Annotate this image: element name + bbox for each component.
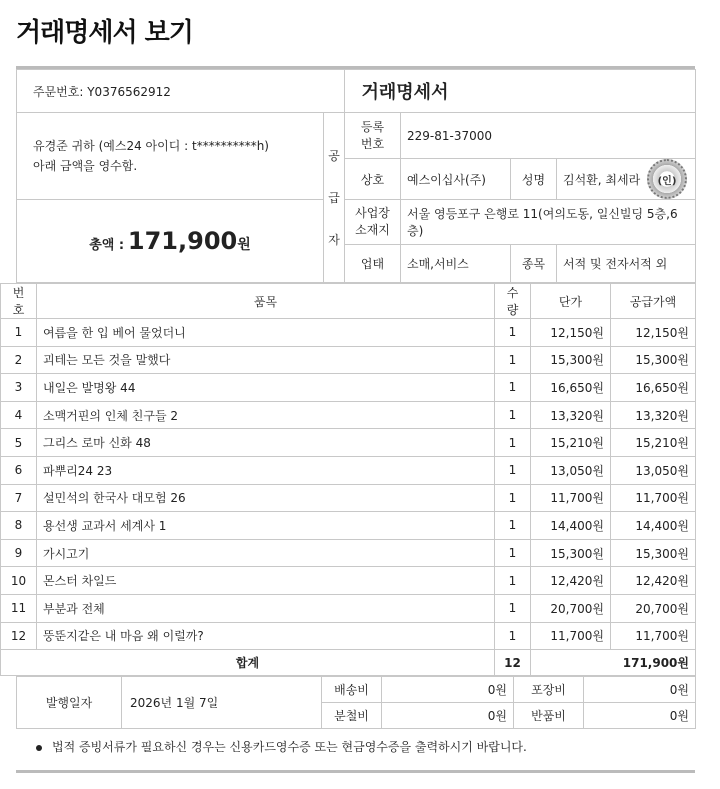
reg-number-label: 등록 번호 xyxy=(345,113,401,159)
bottom-divider xyxy=(16,770,695,773)
item-row xyxy=(1,567,696,595)
item-no: 11 xyxy=(1,594,37,622)
business-type-value: 소매,서비스 xyxy=(401,245,511,283)
item-name: 가시고기 xyxy=(37,539,495,567)
item-no: 1 xyxy=(1,319,37,347)
item-qty: 1 xyxy=(495,622,531,650)
item-no: 3 xyxy=(1,374,37,402)
page-title: 거래명세서 보기 xyxy=(16,18,193,48)
supplier-side-label: 공 급 자 xyxy=(324,113,345,283)
total-amount: 총액 : 171,900원 xyxy=(17,200,324,283)
item-qty: 1 xyxy=(495,374,531,402)
item-no: 12 xyxy=(1,622,37,650)
col-header-name: 품목 xyxy=(37,284,495,319)
company-name-value: 예스이십사(주) xyxy=(401,159,511,200)
business-type-label: 업태 xyxy=(345,245,401,283)
item-no: 10 xyxy=(1,567,37,595)
item-price: 11,700원 xyxy=(531,484,611,512)
summary-label: 합계 xyxy=(1,650,495,676)
item-row xyxy=(1,346,696,374)
item-name: 괴테는 모든 것을 말했다 xyxy=(37,346,495,374)
item-price: 14,400원 xyxy=(531,512,611,540)
item-row xyxy=(1,512,696,540)
item-row xyxy=(1,374,696,402)
item-amount: 14,400원 xyxy=(611,512,696,540)
customer-name: 유경준 귀하 (예스24 아이디 : t**********h) xyxy=(33,139,269,153)
receipt-note: 아래 금액을 영수함. xyxy=(33,159,138,173)
item-amount: 12,420원 xyxy=(611,567,696,595)
representative-value: 김석환, 최세라 xyxy=(563,172,641,187)
representative-label: 성명 xyxy=(511,159,557,200)
item-price: 12,150원 xyxy=(531,319,611,347)
item-name: 내일은 발명왕 44 xyxy=(37,374,495,402)
summary-row xyxy=(1,650,696,676)
company-name-label: 상호 xyxy=(345,159,401,200)
item-amount: 15,210원 xyxy=(611,429,696,457)
item-amount: 12,150원 xyxy=(611,319,696,347)
shipping-fee-value: 0원 xyxy=(382,677,514,703)
item-price: 15,300원 xyxy=(531,346,611,374)
item-no: 7 xyxy=(1,484,37,512)
item-name: 소맥거핀의 인체 친구들 2 xyxy=(37,401,495,429)
binding-fee-value: 0원 xyxy=(382,703,514,729)
representative-cell xyxy=(557,159,696,200)
item-price: 12,420원 xyxy=(531,567,611,595)
item-name: 그리스 로마 신화 48 xyxy=(37,429,495,457)
item-row xyxy=(1,456,696,484)
item-amount: 16,650원 xyxy=(611,374,696,402)
binding-fee-label: 분철비 xyxy=(322,703,382,729)
item-qty: 1 xyxy=(495,567,531,595)
address-label: 사업장 소재지 xyxy=(345,200,401,245)
col-header-qty: 수량 xyxy=(495,284,531,319)
item-qty: 1 xyxy=(495,512,531,540)
legal-note xyxy=(36,738,527,755)
total-amount-value: 171,900 xyxy=(127,227,238,255)
col-header-price: 단가 xyxy=(531,284,611,319)
summary-qty: 12 xyxy=(495,650,531,676)
item-name: 부분과 전체 xyxy=(37,594,495,622)
item-qty: 1 xyxy=(495,346,531,374)
item-no: 8 xyxy=(1,512,37,540)
item-price: 11,700원 xyxy=(531,622,611,650)
issue-date-value: 2026년 1월 7일 xyxy=(122,677,322,729)
item-row xyxy=(1,401,696,429)
packing-fee-value: 0원 xyxy=(584,677,696,703)
item-price: 15,210원 xyxy=(531,429,611,457)
col-header-amount: 공급가액 xyxy=(611,284,696,319)
item-row xyxy=(1,539,696,567)
business-kind-label: 종목 xyxy=(511,245,557,283)
item-row xyxy=(1,622,696,650)
legal-note-text: 법적 증빙서류가 필요하신 경우는 신용카드영수증 또는 현금영수증을 출력하시기 바랍니다. xyxy=(52,740,527,754)
item-row xyxy=(1,594,696,622)
item-name: 뚱뚠지같은 내 마음 왜 이럴까? xyxy=(37,622,495,650)
item-row xyxy=(1,319,696,347)
invoice-header-table xyxy=(16,69,696,283)
items-table xyxy=(0,283,696,676)
packing-fee-label: 포장비 xyxy=(514,677,584,703)
order-number: 주문번호: Y0376562912 xyxy=(17,70,345,113)
item-qty: 1 xyxy=(495,539,531,567)
reg-number-value: 229-81-37000 xyxy=(401,113,696,159)
item-no: 4 xyxy=(1,401,37,429)
item-amount: 13,050원 xyxy=(611,456,696,484)
item-amount: 11,700원 xyxy=(611,484,696,512)
business-kind-value: 서적 및 전자서적 외 xyxy=(557,245,696,283)
item-qty: 1 xyxy=(495,429,531,457)
item-name: 여름을 한 입 베어 물었더니 xyxy=(37,319,495,347)
item-price: 20,700원 xyxy=(531,594,611,622)
item-price: 13,320원 xyxy=(531,401,611,429)
item-qty: 1 xyxy=(495,594,531,622)
item-amount: 15,300원 xyxy=(611,539,696,567)
return-fee-value: 0원 xyxy=(584,703,696,729)
item-qty: 1 xyxy=(495,484,531,512)
item-name: 용선생 교과서 세계사 1 xyxy=(37,512,495,540)
item-row xyxy=(1,429,696,457)
item-qty: 1 xyxy=(495,401,531,429)
issue-date-label: 발행일자 xyxy=(17,677,122,729)
item-amount: 15,300원 xyxy=(611,346,696,374)
item-no: 5 xyxy=(1,429,37,457)
item-name: 설민석의 한국사 대모험 26 xyxy=(37,484,495,512)
summary-amount: 171,900원 xyxy=(531,650,696,676)
footer-table xyxy=(16,676,696,729)
company-seal-icon: (인) xyxy=(647,159,687,199)
document-title: 거래명세서 xyxy=(345,70,696,113)
item-amount: 20,700원 xyxy=(611,594,696,622)
item-amount: 11,700원 xyxy=(611,622,696,650)
item-no: 2 xyxy=(1,346,37,374)
item-no: 9 xyxy=(1,539,37,567)
invoice-document xyxy=(10,66,695,729)
customer-info xyxy=(17,113,324,200)
bullet-icon xyxy=(36,745,42,751)
items-header-row xyxy=(1,284,696,319)
col-header-no: 번호 xyxy=(1,284,37,319)
item-row xyxy=(1,484,696,512)
item-qty: 1 xyxy=(495,456,531,484)
item-name: 파뿌리24 23 xyxy=(37,456,495,484)
address-value: 서울 영등포구 은행로 11(여의도동, 일신빌딩 5층,6층) xyxy=(401,200,696,245)
item-price: 13,050원 xyxy=(531,456,611,484)
item-no: 6 xyxy=(1,456,37,484)
item-price: 16,650원 xyxy=(531,374,611,402)
item-price: 15,300원 xyxy=(531,539,611,567)
item-qty: 1 xyxy=(495,319,531,347)
return-fee-label: 반품비 xyxy=(514,703,584,729)
item-amount: 13,320원 xyxy=(611,401,696,429)
shipping-fee-label: 배송비 xyxy=(322,677,382,703)
item-name: 몬스터 차일드 xyxy=(37,567,495,595)
